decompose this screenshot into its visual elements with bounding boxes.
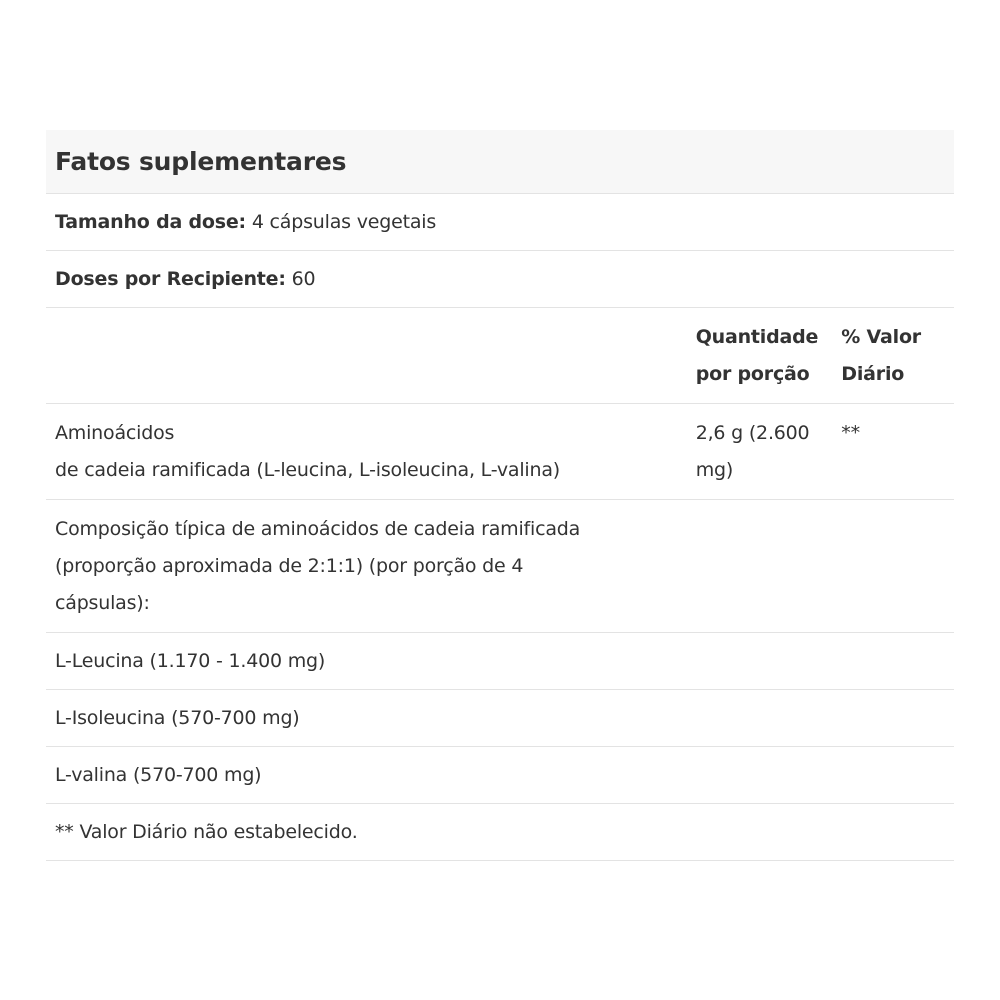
nutrient-amount bbox=[687, 404, 833, 500]
supplement-facts-table bbox=[46, 130, 954, 861]
column-header-row bbox=[46, 308, 954, 404]
nutrient-amount-line1: 2,6 g (2.600 bbox=[695, 422, 810, 444]
component-row-valine bbox=[46, 747, 954, 804]
nutrient-name bbox=[46, 404, 687, 500]
serving-size-row bbox=[46, 194, 954, 251]
servings-per-container-cell bbox=[46, 251, 954, 308]
composition-cell bbox=[46, 500, 954, 633]
serving-size-label: Tamanho da dose: bbox=[55, 210, 246, 233]
component-row-isoleucine bbox=[46, 690, 954, 747]
component-leucine: L-Leucina (1.170 - 1.400 mg) bbox=[46, 633, 954, 690]
table-title: Fatos suplementares bbox=[46, 130, 954, 194]
nutrient-amount-line2: mg) bbox=[695, 459, 734, 481]
footnote: ** Valor Diário não estabelecido. bbox=[46, 804, 954, 861]
component-isoleucine: L-Isoleucina (570-700 mg) bbox=[46, 690, 954, 747]
amount-header-line2: por porção bbox=[695, 363, 810, 385]
serving-size-cell bbox=[46, 194, 954, 251]
nutrient-row bbox=[46, 404, 954, 500]
serving-size-value: 4 cápsulas vegetais bbox=[251, 210, 437, 233]
header-empty-cell bbox=[46, 308, 687, 404]
dv-header-line1: % Valor bbox=[841, 326, 921, 348]
composition-line1: Composição típica de aminoácidos de cadeia ramificada bbox=[55, 518, 581, 540]
nutrient-name-line1: Aminoácidos bbox=[55, 422, 175, 444]
servings-per-container-value: 60 bbox=[291, 267, 316, 290]
dv-header-line2: Diário bbox=[841, 363, 905, 385]
composition-line3: cápsulas): bbox=[55, 592, 150, 614]
servings-per-container-label: Doses por Recipiente: bbox=[55, 267, 286, 290]
component-row-leucine bbox=[46, 633, 954, 690]
title-row bbox=[46, 130, 954, 194]
servings-per-container-row bbox=[46, 251, 954, 308]
component-valine: L-valina (570-700 mg) bbox=[46, 747, 954, 804]
nutrient-daily-value: ** bbox=[832, 404, 954, 500]
amount-per-serving-header bbox=[687, 308, 833, 404]
nutrient-name-line2: de cadeia ramificada (L-leucina, L-isoleucina, L-valina) bbox=[55, 459, 561, 481]
composition-row bbox=[46, 500, 954, 633]
composition-line2: (proporção aproximada de 2:1:1) (por porção de 4 bbox=[55, 555, 524, 577]
daily-value-header bbox=[832, 308, 954, 404]
amount-header-line1: Quantidade bbox=[695, 326, 819, 348]
footnote-row bbox=[46, 804, 954, 861]
